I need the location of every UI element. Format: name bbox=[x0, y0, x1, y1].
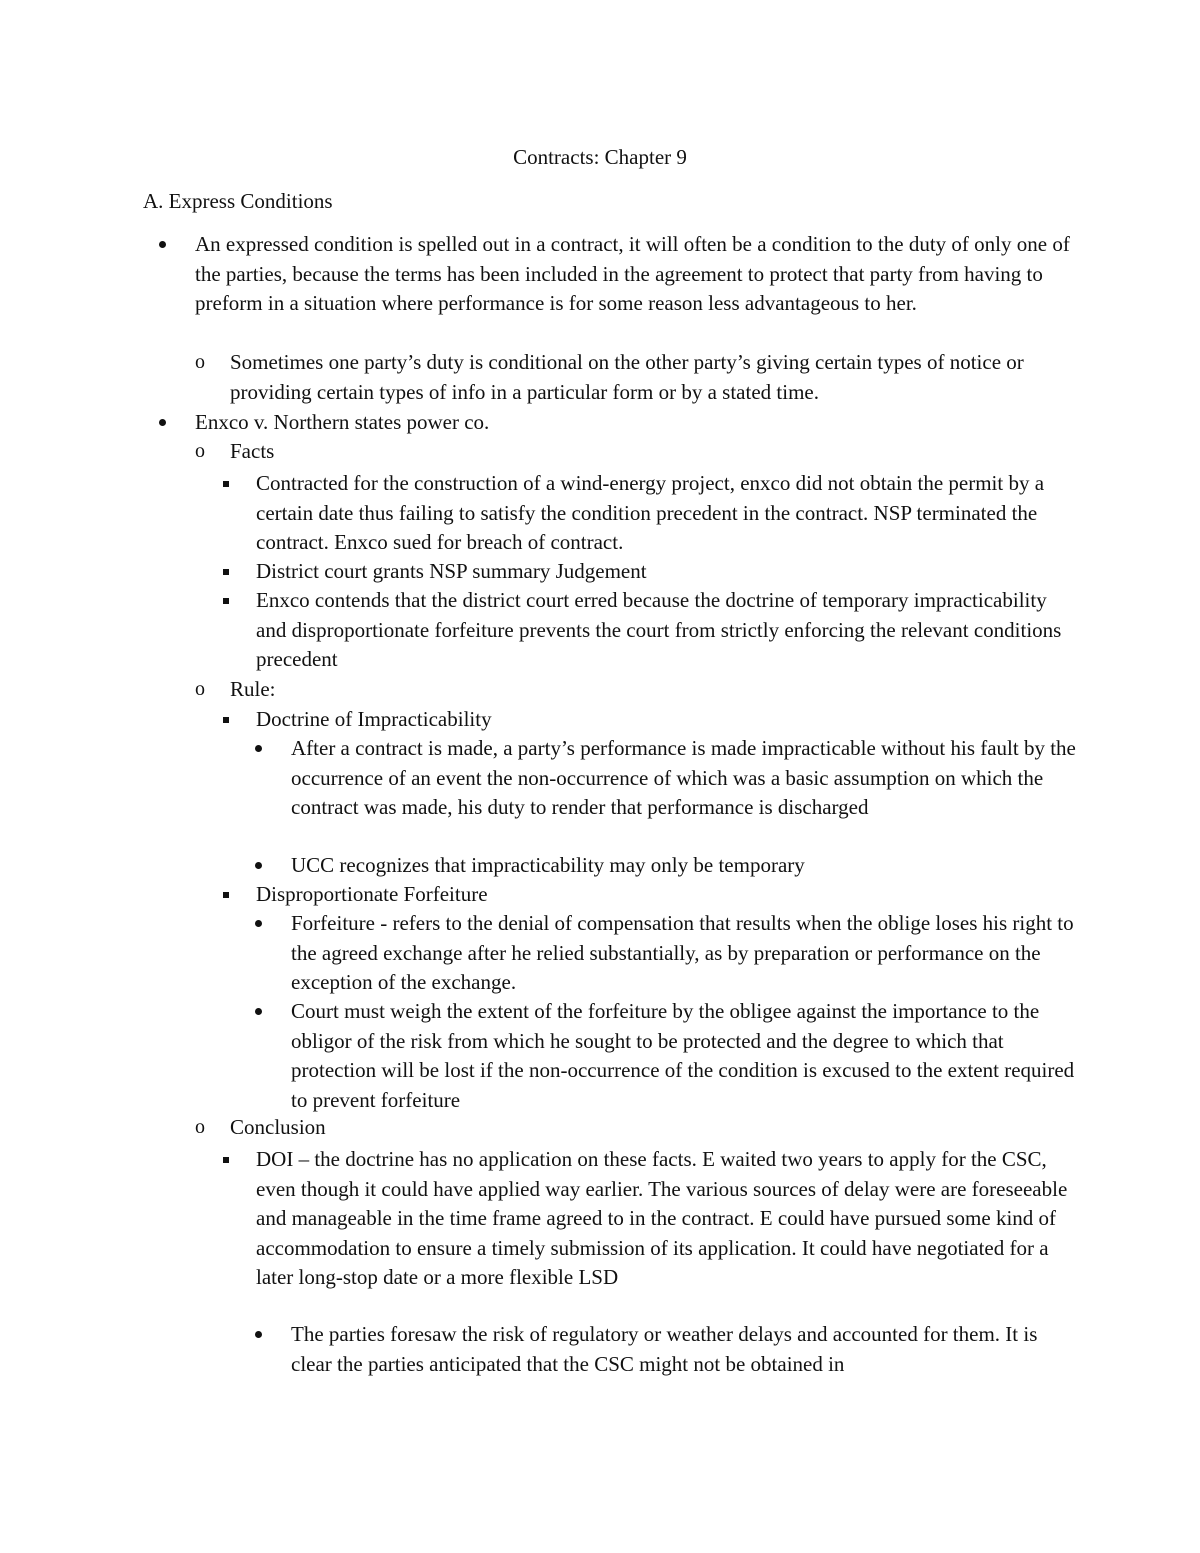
list-item-text: District court grants NSP summary Judgement bbox=[256, 559, 647, 583]
list-item-text: Forfeiture - refers to the denial of compensation that results when the oblige loses his right to the agreed exchange after he relied substantially, as by preparation or performance on the exception of the exchange. bbox=[291, 911, 1074, 994]
list-item bbox=[256, 557, 1076, 587]
bullet-square-icon bbox=[223, 717, 229, 723]
bullet-square-icon bbox=[223, 1157, 229, 1163]
list-item bbox=[291, 909, 1081, 998]
list-item bbox=[291, 997, 1081, 1115]
list-item-text: Facts bbox=[230, 439, 275, 463]
list-item-text: Enxco v. Northern states power co. bbox=[195, 410, 490, 434]
list-item bbox=[256, 586, 1076, 675]
document-title: Contracts: Chapter 9 bbox=[513, 145, 687, 169]
list-item-text: Rule: bbox=[230, 677, 276, 701]
list-item bbox=[291, 851, 1081, 881]
bullet-square-icon bbox=[223, 481, 229, 487]
list-item-text: Sometimes one party’s duty is conditional on the other party’s giving certain types of notice or providing certain types of info in a particular form or by a stated time. bbox=[230, 350, 1024, 404]
list-item-text: After a contract is made, a party’s performance is made impracticable without his fault by the occurrence of an event the non-occurrence of which was a basic assumption on which the contract was made, his duty to render that performance is discharged bbox=[291, 736, 1076, 819]
section-heading: A. Express Conditions bbox=[143, 189, 333, 213]
list-item-text: An expressed condition is spelled out in a contract, it will often be a condition to the duty of only one of the parties, because the terms has been included in the agreement to protect that party from having to preform in a situation where performance is for some reason less advantageous to her. bbox=[195, 232, 1070, 315]
list-item-text: Disproportionate Forfeiture bbox=[256, 882, 488, 906]
list-item-text: Enxco contends that the district court erred because the doctrine of temporary impracticability and disproportionate forfeiture prevents the court from strictly enforcing the relevant conditions precedent bbox=[256, 588, 1062, 671]
bullet-circle-icon: o bbox=[195, 440, 205, 462]
bullet-square-icon bbox=[223, 598, 229, 604]
bullet-circle-icon: o bbox=[195, 351, 205, 373]
list-item bbox=[195, 437, 1060, 467]
list-item bbox=[256, 880, 1076, 910]
list-item bbox=[256, 469, 1076, 558]
list-item-text: DOI – the doctrine has no application on these facts. E waited two years to apply for the CSC, even though it could have applied way earlier. The various sources of delay were are foreseeable and manageable in the time frame agreed to in the contract. E could have pursued some kind of accommodation to ensure a timely submission of its application. It could have negotiated for a later long-stop date or a more flexible LSD bbox=[256, 1147, 1068, 1289]
list-item bbox=[291, 1320, 1081, 1379]
list-item bbox=[256, 705, 1076, 735]
bullet-dot-icon bbox=[159, 419, 166, 426]
list-item bbox=[195, 408, 1075, 438]
bullet-circle-icon: o bbox=[195, 678, 205, 700]
bullet-dot-icon bbox=[255, 920, 262, 927]
bullet-dot-icon bbox=[255, 862, 262, 869]
list-item-text: Conclusion bbox=[230, 1115, 326, 1139]
list-item-text: Contracted for the construction of a wind-energy project, enxco did not obtain the permit by a certain date thus failing to satisfy the condition precedent in the contract. NSP terminated the contract. Enxco sued for breach of contract. bbox=[256, 471, 1045, 554]
list-item-text: The parties foresaw the risk of regulatory or weather delays and accounted for them. It is clear the parties anticipated that the CSC might not be obtained in bbox=[291, 1322, 1038, 1376]
bullet-dot-icon bbox=[255, 745, 262, 752]
bullet-dot-icon bbox=[255, 1008, 262, 1015]
bullet-dot-icon bbox=[255, 1331, 262, 1338]
list-item-text: Doctrine of Impracticability bbox=[256, 707, 492, 731]
list-item-text: Court must weigh the extent of the forfeiture by the obligee against the importance to the obligor of the risk from which he sought to be protected and the degree to which that protection will be lost if the non-occurrence of the condition is excused to the extent required to prevent forfeiture bbox=[291, 999, 1075, 1112]
bullet-square-icon bbox=[223, 569, 229, 575]
bullet-circle-icon: o bbox=[195, 1116, 205, 1138]
bullet-dot-icon bbox=[159, 241, 166, 248]
list-item bbox=[195, 348, 1060, 407]
list-item-text: UCC recognizes that impracticability may only be temporary bbox=[291, 853, 805, 877]
list-item bbox=[291, 734, 1081, 823]
list-item bbox=[195, 1113, 1060, 1143]
list-item bbox=[195, 230, 1075, 319]
list-item bbox=[256, 1145, 1076, 1293]
bullet-square-icon bbox=[223, 892, 229, 898]
list-item bbox=[195, 675, 1060, 705]
